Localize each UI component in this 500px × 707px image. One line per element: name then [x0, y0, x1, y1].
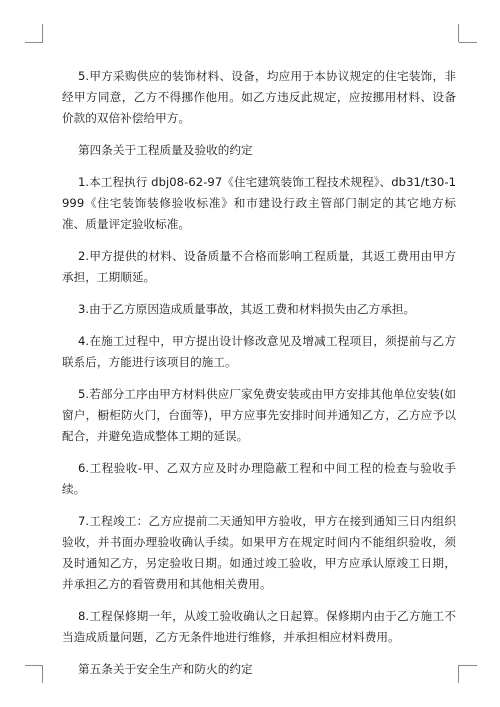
crop-mark-top-left-vertical [42, 24, 43, 42]
paragraph-completion: 7.工程竣工：乙方应提前二天通知甲方验收，甲方在接到通知三日内组织验收，并书面办理验收确认手续。如果甲方在规定时间内不能组织验收，须及时通知乙方，另定验收日期。如通过竣工验收，甲方应承认原竣工日期，并承担乙方的看管费用和其他相关费用。 [62, 514, 456, 591]
crop-mark-top-right-vertical [458, 24, 459, 42]
crop-mark-bottom-right-vertical [458, 665, 459, 683]
crop-mark-bottom-left-horizontal [25, 665, 43, 666]
paragraph-material-quality: 2.甲方提供的材料、设备质量不合格而影响工程质量，其返工费用由甲方承担，工期顺延。 [62, 249, 456, 284]
section-heading-safety-fire: 第五条关于安全生产和防火的约定 [78, 662, 253, 676]
crop-mark-top-left-horizontal [25, 42, 43, 43]
crop-mark-bottom-right-horizontal [459, 665, 477, 666]
paragraph-quality-accident: 3.由于乙方原因造成质量事故，其返工费和材料损失由乙方承担。 [78, 302, 416, 316]
paragraph-acceptance-procedure: 6.工程验收-甲、乙双方应及时办理隐蔽工程和中间工程的检查与验收手续。 [62, 461, 456, 496]
paragraph-material-use: 5.甲方采购供应的装饰材料、设备，均应用于本协议规定的住宅装饰，非经甲方同意，乙方不得挪作他用。如乙方违反此规定，应按挪用材料、设备价款的双倍补偿给甲方。 [62, 69, 456, 125]
section-heading-quality-acceptance: 第四条关于工程质量及验收的约定 [78, 143, 253, 157]
paragraph-design-change: 4.在施工过程中，甲方提出设计修改意见及增减工程项目，须提前与乙方联系后，方能进行该项目的施工。 [62, 334, 456, 369]
crop-mark-bottom-left-vertical [42, 665, 43, 683]
paragraph-standards: 1.本工程执行 dbj08-62-97《住宅建筑装饰工程技术规程》、db31/t30-1999《住宅装饰装修验收标准》和市建设行政主管部门制定的其它地方标准、质量评定验收标准。 [62, 175, 456, 231]
paragraph-third-party-install: 5.若部分工序由甲方材料供应厂家免费安装或由甲方安排其他单位安装(如窗户，橱柜防火门，台面等)，甲方应事先安排时间并通知乙方，乙方应予以配合，并避免造成整体工期的延误。 [62, 387, 456, 443]
paragraph-warranty: 8.工程保修期一年，从竣工验收确认之日起算。保修期内由于乙方施工不当造成质量问题，乙方无条件地进行维修，并承担相应材料费用。 [62, 609, 456, 644]
crop-mark-top-right-horizontal [459, 42, 477, 43]
document-body [62, 66, 456, 680]
